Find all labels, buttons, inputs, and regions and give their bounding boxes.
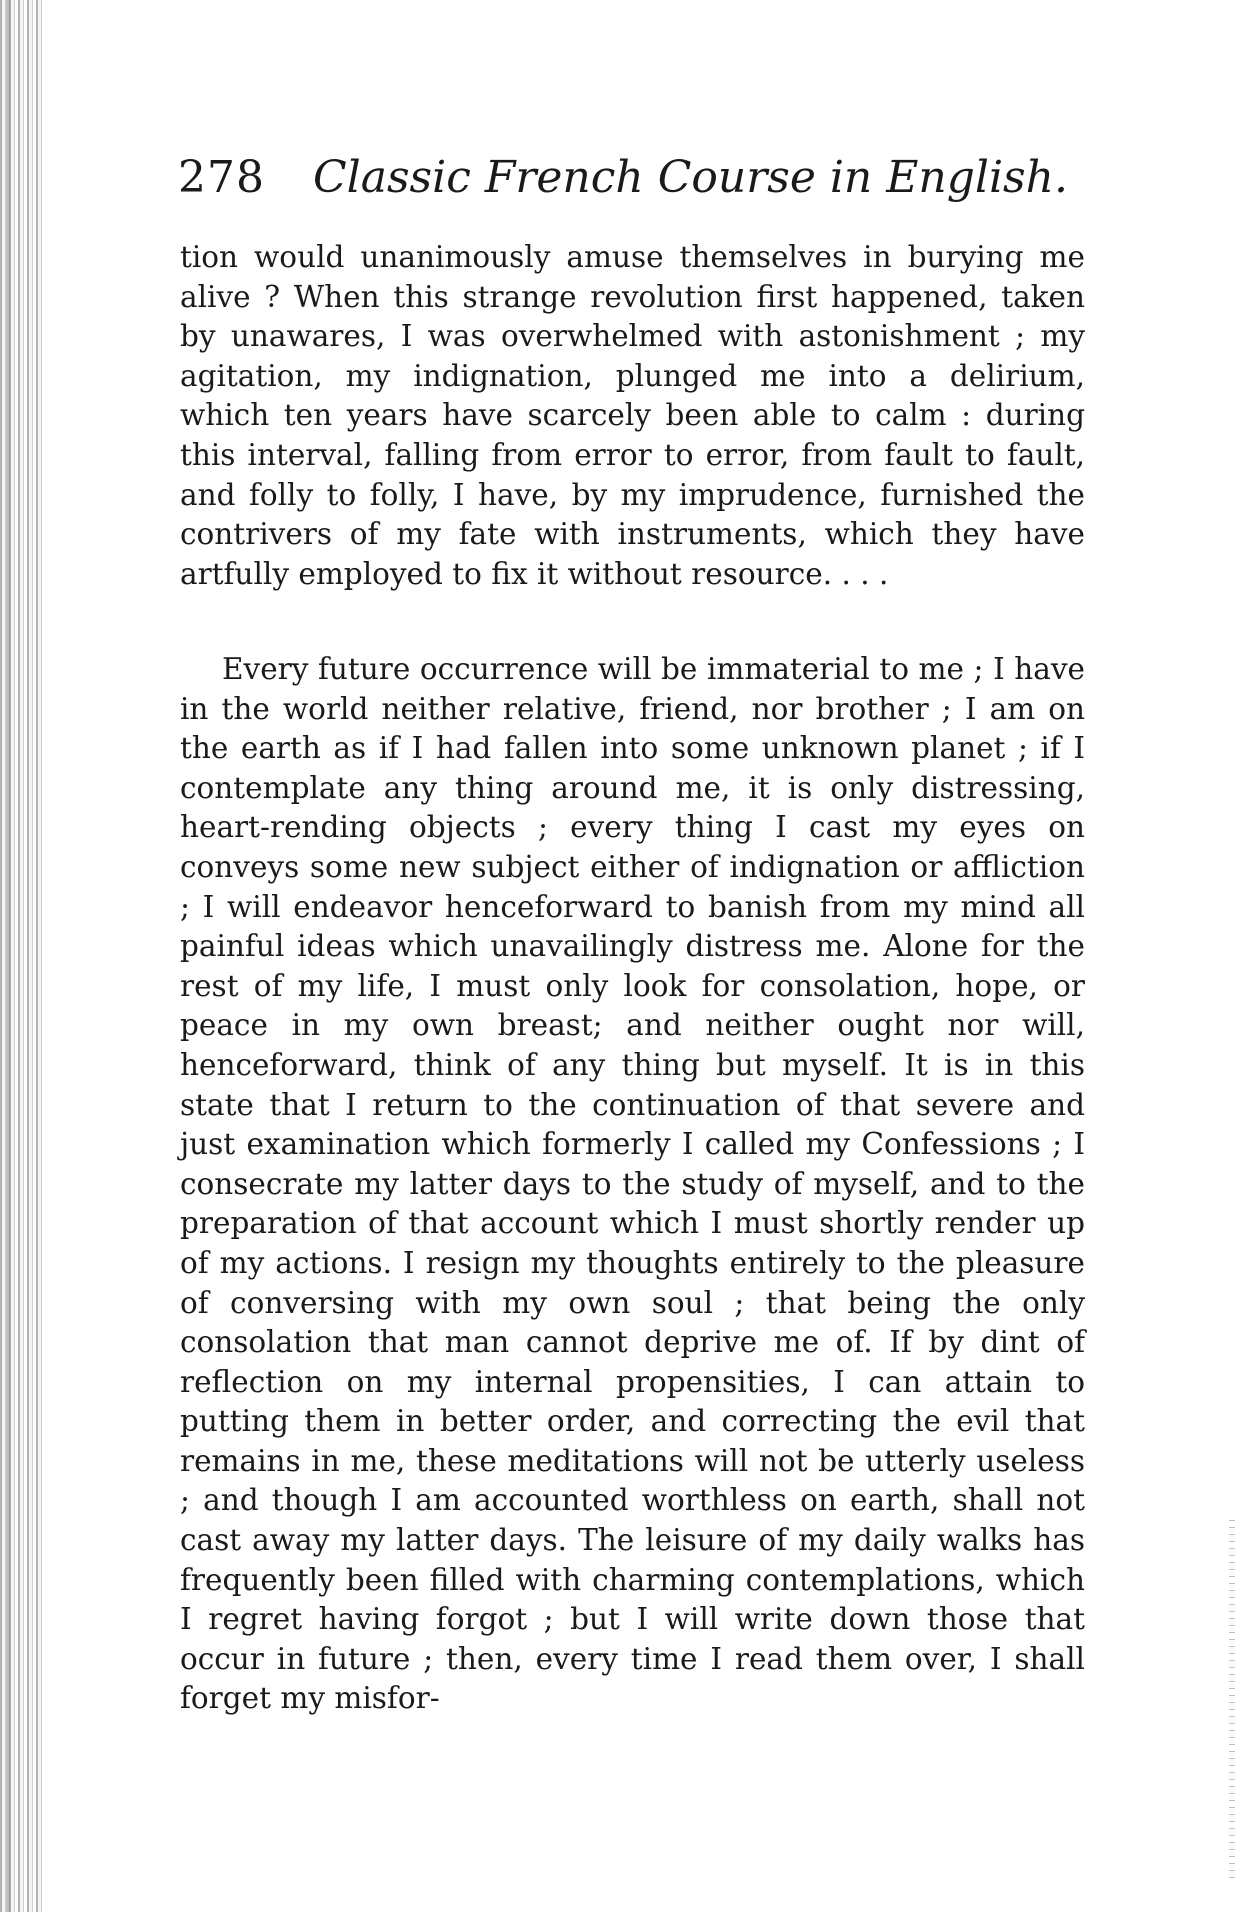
- paragraph-main: [180, 650, 1085, 1719]
- binding-edge-scan-artifact: [0, 0, 42, 1912]
- paragraph-text: tion would unanimously amuse themselves in burying me alive ? When this strange revolution first happened, taken by unawares, I was overwhelmed with astonishment ; my agitation, my indignation, plunged me into a delirium, which ten years have scarcely been able to calm : during this interval, falling from error to error, from fault to fault, and folly to folly, I have, by my imprudence, furnished the contrivers of my fate with instruments, which they have artfully employed to fix it without resource. . . .: [180, 240, 1085, 591]
- paragraph-text: Every future occurrence will be immaterial to me ; I have in the world neither relative, friend, nor brother ; I am on the earth as if I had fallen into some unknown planet ; if I contemplate any thing around me, it is only distressing, heart-rending objects ; every thing I cast my eyes on conveys some new subject either of indignation or affliction ; I will endeavor henceforward to banish from my mind all painful ideas which unavailingly distress me. Alone for the rest of my life, I must only look for consolation, hope, or peace in my own breast; and neither ought nor will, henceforward, think of any thing but myself. It is in this state that I return to the continuation of that severe and just examination which formerly I called my Confessions ; I consecrate my latter days to the study of myself, and to the preparation of that account which I must shortly render up of my actions. I resign my thoughts entirely to the pleasure of conversing with my own soul ; that being the only consolation that man cannot deprive me of. If by dint of reflection on my internal propensities, I can attain to putting them in better order, and correcting the evil that remains in me, these meditations will not be utterly useless ; and though I am accounted worthless on earth, shall not cast away my latter days. The leisure of my daily walks has frequently been filled with charming contemplations, which I regret having forgot ; but I will write down those that occur in future ; then, every time I read them over, I shall forget my misfor-: [180, 652, 1085, 1716]
- scan-speck: [1229, 1520, 1235, 1880]
- page-header: [178, 148, 1078, 208]
- paragraph-text-indented: [180, 650, 1085, 1719]
- page-number: 278: [178, 152, 265, 203]
- running-title: Classic French Course in English.: [312, 152, 1068, 203]
- paragraph-continuation: [180, 238, 1085, 594]
